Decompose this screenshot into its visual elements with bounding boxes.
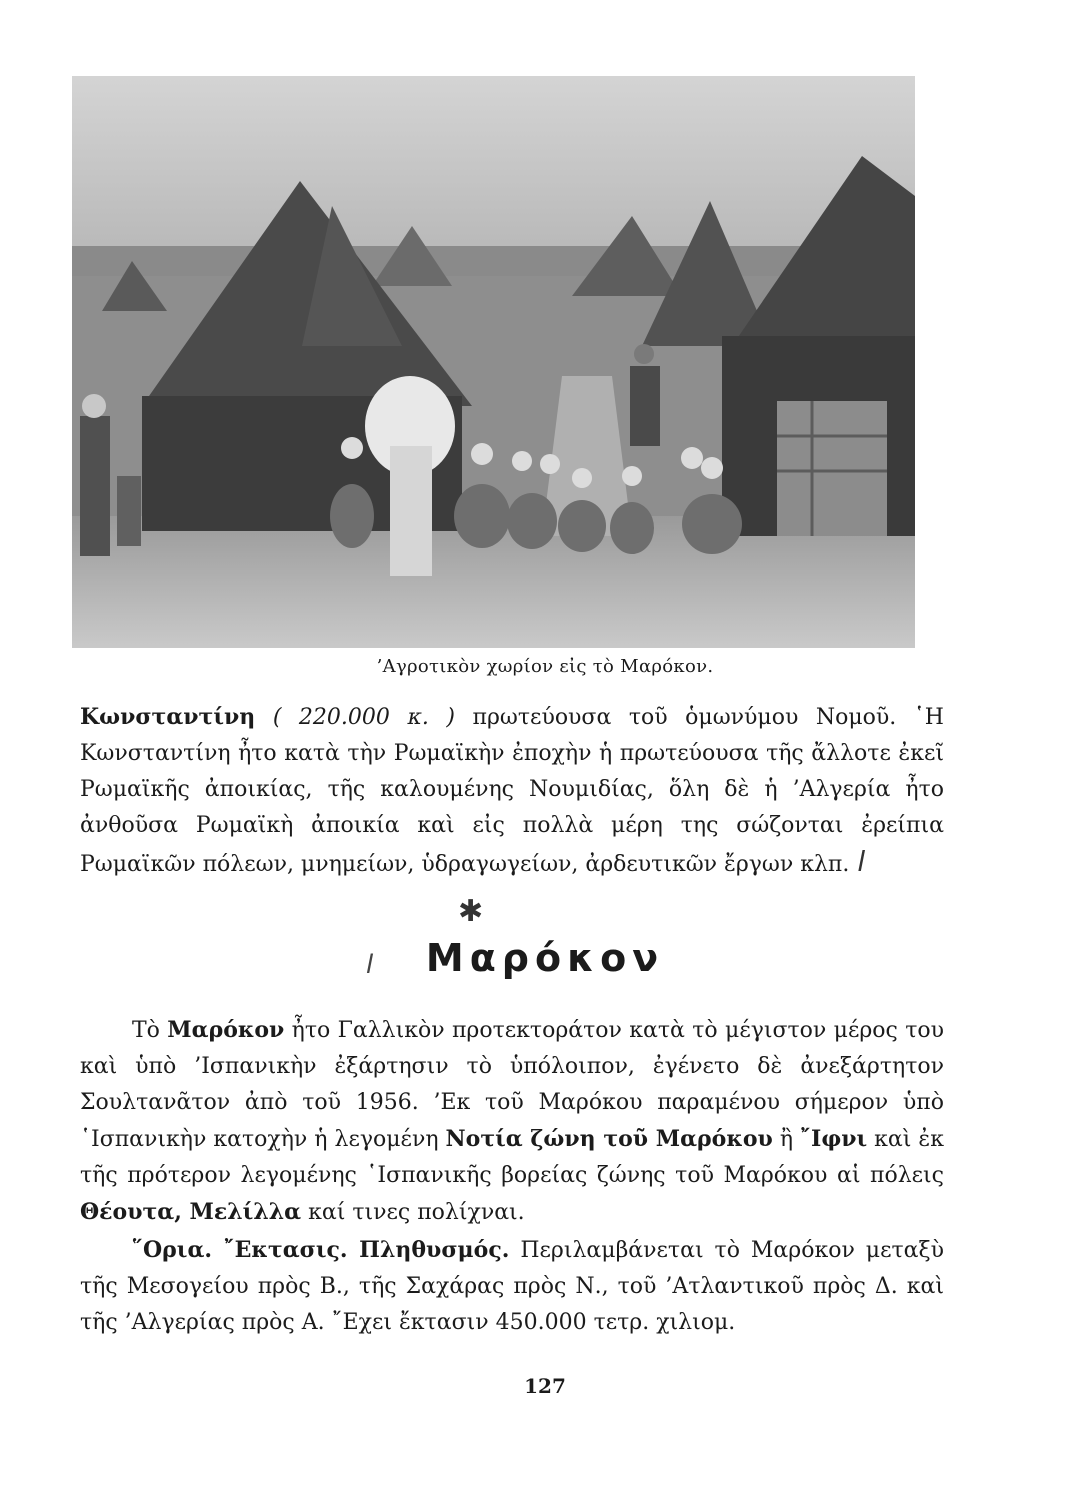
bold-term: ῞Ορια. ῎Εκτασις. Πληθυσμός. xyxy=(132,1237,510,1263)
bold-term: Θέουτα, Μελίλλα xyxy=(80,1199,302,1225)
photo-caption: ’Αγροτικὸν χωρίον εἰς τὸ Μαρόκον. xyxy=(376,656,714,677)
text-run: ἦτο Γαλλικὸν προτεκτοράτον κατὰ τὸ μέγιστον μέρος του καὶ ὑπὸ ’Ισπανικὴν ἐξάρτησιν τὸ ὑπόλοιπον, ἐγένετο δὲ ἀνεξάρτητον Σουλτανᾶτον ἀπὸ τοῦ 1956. ’Εκ τοῦ Μαρόκου παραμένου σήμερον ὑπὸ ῾Ισπανικὴν κατοχὴν ἡ λεγομένη xyxy=(80,1018,944,1152)
page-number: 127 xyxy=(524,1374,566,1398)
paragraph-konstantini-text: πρωτεύουσα τοῦ ὁμωνύμου Νομοῦ. ῾Η Κωνσταντίνη ἦτο κατὰ τὴν Ρωμαϊκὴν ἐποχὴν ἡ πρωτεύουσα τῆς ἄλλοτε ἐκεῖ Ρωμαϊκῆς ἀποικίας, τῆς καλουμένης Νουμιδίας, ὅλη δὲ ἡ ’Αλγερία ἦτο ἀνθοῦσα Ρωμαϊκὴ ἀποικία καὶ εἰς πολλὰ μέρη της σώζονται ἐρείπια Ρωμαϊκῶν πόλεων, μνημείων, ὑδραγωγείων, ἀρδευτικῶν ἔργων κλπ. xyxy=(80,705,944,877)
population-konstantini: ( 220.000 κ. ) xyxy=(272,705,455,730)
bold-term: ῎Ιφνι xyxy=(800,1126,868,1152)
paragraph-konstantini xyxy=(80,699,944,883)
text-run: Περιλαμβάνεται τὸ Μαρόκον μεταξὺ τῆς Μεσογείου πρὸς Β., τῆς Σαχάρας πρὸς Ν., τοῦ ’Ατλαντικοῦ πρὸς Δ. καὶ τῆς ’Αλγερίας πρὸς Α. ῎Εχει ἔκτασιν 450.000 τετρ. χιλιομ. xyxy=(80,1238,944,1335)
photo-illustration xyxy=(72,76,915,648)
paragraph-morocco xyxy=(80,1012,944,1231)
paragraph-borders xyxy=(80,1232,944,1341)
bold-term: Νοτία ζώνη τοῦ Μαρόκου xyxy=(445,1126,773,1152)
term-konstantini: Κωνσταντίνη xyxy=(80,704,256,730)
village-photograph xyxy=(72,76,915,648)
bold-term: Μαρόκον xyxy=(167,1017,285,1043)
text-run: ἢ xyxy=(772,1127,801,1152)
handwritten-mark-heading: l xyxy=(366,950,374,980)
text-run: Τὸ xyxy=(132,1018,168,1043)
handwritten-star-icon: ✱ xyxy=(458,894,484,929)
text-run: καί τινες πολίχναι. xyxy=(301,1200,525,1225)
handwritten-mark-end: l xyxy=(857,845,866,878)
section-heading-morocco: Μαρόκον xyxy=(425,936,665,980)
text-run: καὶ ἐκ τῆς πρότερον λεγομένης ῾Ισπανικῆς βορείας ζώνης τοῦ Μαρόκου αἱ πόλεις xyxy=(80,1127,944,1188)
